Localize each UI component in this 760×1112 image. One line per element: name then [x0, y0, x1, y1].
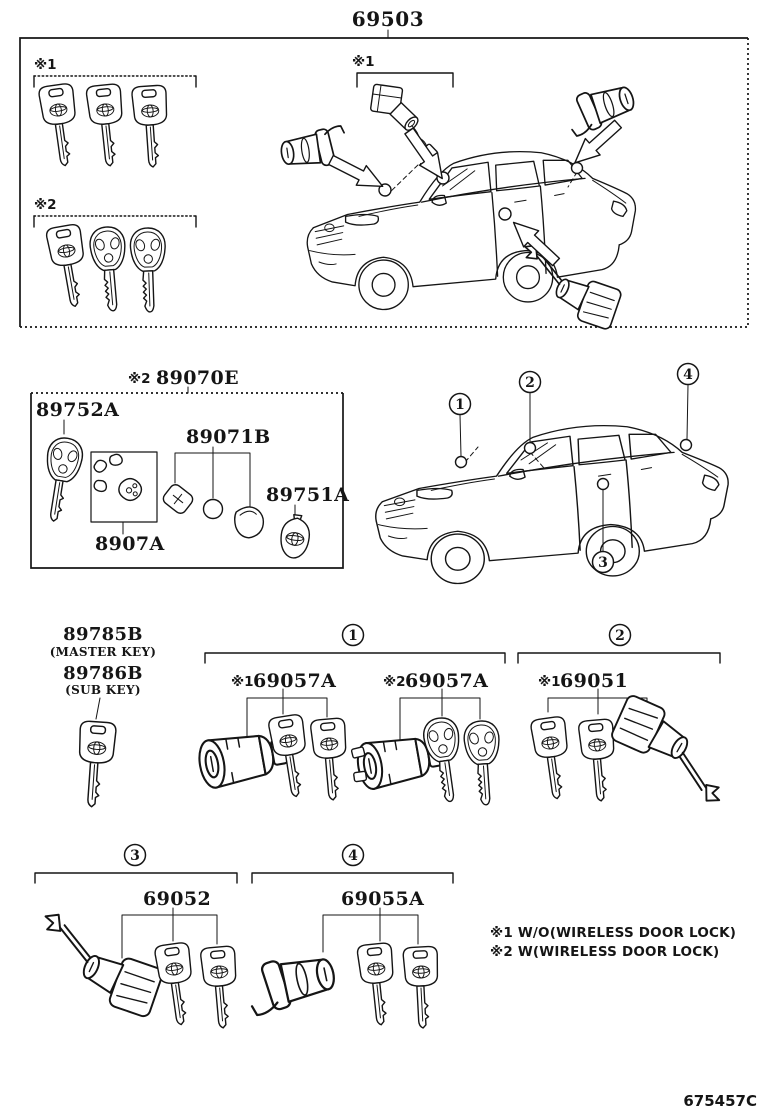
group-4-callout: 4 [348, 848, 358, 864]
sub-key-part-number: 89786B [63, 663, 143, 684]
button-illustration [92, 477, 109, 494]
cover-illustration [279, 513, 312, 559]
button-illustration [93, 459, 108, 473]
lens-button-illustration [204, 500, 223, 519]
transmitter-part-number: 89070E [156, 367, 239, 389]
callout-number-1: 1 [455, 397, 465, 413]
button-illustration [108, 452, 124, 468]
group-1b-marker: ※2 [383, 674, 406, 690]
top-assembly-section [20, 7, 748, 334]
mount-point [572, 163, 583, 174]
group-bracket [252, 873, 453, 883]
note-1: ※1 W/O(WIRELESS DOOR LOCK) [490, 925, 737, 941]
door-lock-cylinder-illustration [603, 690, 745, 806]
housing-front-illustration [161, 482, 195, 515]
sub-key-caption: (SUB KEY) [65, 683, 141, 697]
key-illustration [530, 716, 575, 801]
keyset-1-marker: ※1 [34, 57, 57, 73]
keyset-group-1 [34, 57, 196, 168]
group-2-callout: 2 [615, 628, 625, 644]
key-illustration [132, 85, 172, 168]
back-door-lock-cylinder-illustration [244, 949, 339, 1016]
location-point [456, 457, 467, 468]
cover-part-number: 89751A [266, 484, 350, 506]
key-illustration [86, 83, 128, 167]
remote-key-illustration [463, 720, 503, 806]
group-bracket [35, 873, 237, 883]
group-bracket [205, 653, 505, 663]
group-2-section [518, 625, 745, 807]
remote-key-illustration [130, 227, 168, 312]
callout-number-2: 2 [525, 375, 535, 391]
key-illustration [403, 946, 441, 1029]
group-1-section [196, 625, 505, 807]
key-illustration [154, 942, 199, 1027]
location-point [525, 443, 536, 454]
pointer-arrow [506, 214, 563, 270]
master-key-part-number: 89785B [63, 624, 143, 645]
key-type-section [50, 624, 157, 808]
group-2-marker: ※1 [538, 674, 561, 690]
button-part-number: 8907A [95, 533, 165, 555]
group-2-part-number: 69051 [560, 670, 629, 692]
housing-part-number: 89071B [186, 426, 271, 448]
group-4-part-number: 69055A [341, 888, 425, 910]
doc-code: 675457C [683, 1092, 757, 1110]
key-illustration [45, 223, 93, 309]
key-illustration [38, 83, 83, 168]
assembly-box-border-dotted [20, 38, 748, 327]
callout-car-illustration [376, 426, 728, 584]
location-point [681, 440, 692, 451]
group-3-part-number: 69052 [143, 888, 212, 910]
bracket-ticks [34, 216, 196, 227]
transmitter-marker: ※2 [128, 371, 151, 387]
group-bracket [518, 653, 720, 663]
housing-back-illustration [232, 504, 267, 540]
ignition-marker: ※1 [352, 54, 375, 70]
ignition-cylinder-illustration [365, 84, 446, 159]
transmitter-section [31, 367, 349, 568]
notes-section [490, 925, 736, 960]
keyset-group-2 [34, 197, 196, 313]
group-1a-part-number: 69057A [253, 670, 337, 692]
key-illustration [357, 942, 399, 1026]
group-3-section [23, 845, 241, 1030]
leader-line [96, 698, 100, 719]
callout-number-3: 3 [598, 555, 608, 571]
door-lock-cylinder-illustration [23, 910, 171, 1022]
ignition-bracket [357, 73, 453, 87]
master-key-caption: (MASTER KEY) [49, 645, 157, 659]
group-3-callout: 3 [130, 848, 140, 864]
group-1a-marker: ※1 [231, 674, 254, 690]
remote-key-part-number: 89752A [36, 399, 120, 421]
mount-point [499, 208, 511, 220]
transmitter-module-illustration [117, 477, 143, 502]
group-1-callout: 1 [348, 628, 358, 644]
group-1b-part-number: 69057A [405, 670, 489, 692]
key-illustration [75, 721, 117, 808]
group-4-section [244, 845, 453, 1029]
back-door-lock-cylinder-illustration [562, 79, 638, 137]
key-illustration [200, 946, 241, 1030]
key-illustration [310, 718, 351, 802]
remote-key-illustration [89, 226, 131, 313]
callout-number-4: 4 [683, 367, 693, 383]
car-location-section [376, 364, 728, 584]
note-2: ※2 W(WIRELESS DOOR LOCK) [490, 944, 720, 960]
assembly-car-illustration [279, 54, 639, 334]
assembly-box-border [20, 38, 748, 327]
assembly-part-number: 69503 [351, 7, 425, 31]
keyset-2-marker: ※2 [34, 197, 57, 213]
location-point [598, 479, 609, 490]
remote-key-illustration [37, 436, 84, 524]
